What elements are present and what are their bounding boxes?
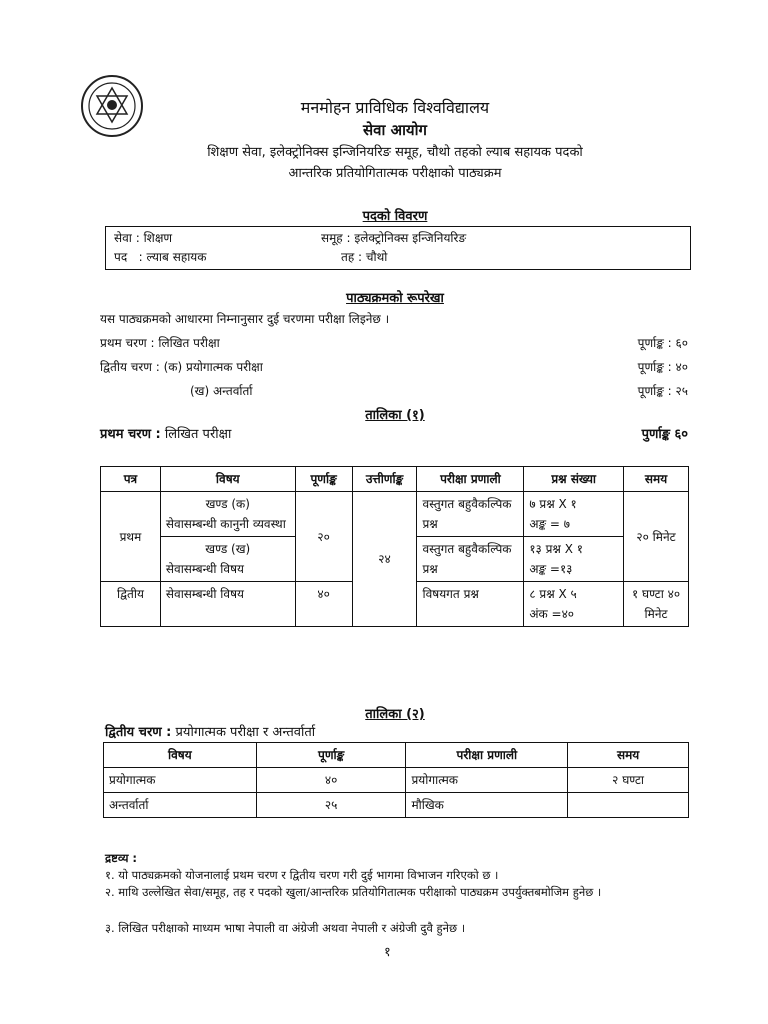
col-header: प्रश्न संख्या bbox=[524, 467, 624, 492]
outline-row-label: द्वितीय चरण : (क) प्रयोगात्मक परीक्षा bbox=[100, 360, 263, 374]
outline-row-label: (ख) अन्तर्वार्ता bbox=[190, 384, 253, 398]
section-title: खण्ड (ख) bbox=[205, 542, 251, 556]
method-cell: मौखिक bbox=[406, 793, 568, 818]
syllabus-subtitle-1: शिक्षण सेवा, इलेक्ट्रोनिक्स इन्जिनियरिङ समूह, चौथो तहको ल्याब सहायक पदको bbox=[207, 145, 583, 160]
service-label: सेवा : शिक्षण bbox=[114, 231, 173, 245]
pass-marks-cell: २४ bbox=[352, 492, 417, 627]
questions-cell bbox=[524, 537, 624, 582]
post-details-box bbox=[105, 226, 691, 270]
outline-row-marks: पूर्णाङ्क : २५ bbox=[637, 384, 688, 398]
outline-row-marks: पूर्णाङ्क : ४० bbox=[637, 360, 688, 374]
table2-stage-label: द्वितीय चरण : bbox=[105, 725, 172, 740]
level-label: तह : चौथो bbox=[341, 250, 388, 264]
col-header: विषय bbox=[160, 467, 295, 492]
questions-line: अङ्क =१३ bbox=[529, 562, 573, 576]
col-header: परीक्षा प्रणाली bbox=[406, 743, 568, 768]
table1-header-row bbox=[101, 467, 689, 492]
post-details-heading: पदको विवरण bbox=[362, 209, 428, 224]
paper-cell: प्रथम bbox=[101, 492, 161, 582]
table2-stage-value: प्रयोगात्मक परीक्षा र अन्तर्वार्ता bbox=[171, 725, 316, 740]
subject-cell bbox=[160, 537, 295, 582]
outline-row bbox=[100, 332, 688, 354]
questions-cell bbox=[524, 582, 624, 627]
time-cell: १ घण्टा ४० मिनेट bbox=[624, 582, 689, 627]
table2-heading: तालिका (२) bbox=[365, 707, 425, 722]
col-header: परीक्षा प्रणाली bbox=[417, 467, 524, 492]
subject-cell: अन्तर्वार्ता bbox=[104, 793, 257, 818]
outline-row bbox=[100, 380, 688, 402]
questions-line: ८ प्रश्न X ५ bbox=[529, 587, 577, 601]
col-header: पूर्णाङ्क bbox=[256, 743, 406, 768]
col-header: पूर्णाङ्क bbox=[295, 467, 352, 492]
table2-header-row bbox=[104, 743, 689, 768]
section-subject: सेवासम्बन्धी विषय bbox=[165, 562, 244, 576]
full-marks-cell: ४० bbox=[295, 582, 352, 627]
questions-cell bbox=[524, 492, 624, 537]
note-item: ३. लिखित परीक्षाको माध्यम भाषा नेपाली वा अंग्रेजी अथवा नेपाली र अंग्रेजी दुवै हुनेछ । bbox=[105, 921, 466, 935]
outline-intro: यस पाठ्यक्रमको आधारमा निम्नानुसार दुई चरणमा परीक्षा लिइनेछ । bbox=[100, 312, 390, 326]
syllabus-subtitle-2: आन्तरिक प्रतियोगितात्मक परीक्षाको पाठ्यक्रम bbox=[288, 166, 502, 181]
subject-cell: सेवासम्बन्धी विषय bbox=[160, 582, 295, 627]
table1-stage-marks: पुर्णाङ्क ६० bbox=[641, 427, 688, 442]
method-cell: प्रयोगात्मक bbox=[406, 768, 568, 793]
table-row bbox=[101, 492, 689, 537]
table1 bbox=[100, 466, 689, 627]
time-cell: २ घण्टा bbox=[568, 768, 689, 793]
table2 bbox=[103, 742, 689, 818]
questions-line: १३ प्रश्न X १ bbox=[529, 542, 584, 556]
section-subject: सेवासम्बन्धी कानुनी व्यवस्था bbox=[165, 517, 286, 531]
note-item: २. माथि उल्लेखित सेवा/समूह, तह र पदको खुला/आन्तरिक प्रतियोगितात्मक परीक्षाको पाठ्यक्रम उपर्युक्तबमोजिम हुनेछ । bbox=[105, 885, 602, 899]
notes-heading: द्रष्टव्य : bbox=[105, 851, 138, 865]
table1-stage-label: प्रथम चरण : bbox=[100, 427, 161, 442]
outline-row-marks: पूर्णाङ्क : ६० bbox=[637, 336, 688, 350]
time-cell bbox=[568, 793, 689, 818]
col-header: विषय bbox=[104, 743, 257, 768]
table1-stage-line bbox=[100, 424, 688, 446]
full-marks-cell: २० bbox=[295, 492, 352, 582]
university-name: मनमोहन प्राविधिक विश्वविद्यालय bbox=[300, 98, 490, 117]
page-number: १ bbox=[384, 945, 391, 960]
questions-line: अंक =४० bbox=[529, 607, 575, 621]
subject-cell: प्रयोगात्मक bbox=[104, 768, 257, 793]
outline-row bbox=[100, 356, 688, 378]
table1-stage-value: लिखित परीक्षा bbox=[160, 427, 232, 442]
note-item: १. यो पाठ्यक्रमको योजनालाई प्रथम चरण र द्वितीय चरण गरी दुई भागमा विभाजन गरिएको छ । bbox=[105, 868, 499, 882]
table2-stage-line bbox=[105, 722, 315, 740]
questions-line: अङ्क = ७ bbox=[529, 517, 571, 531]
col-header: उत्तीर्णाङ्क bbox=[352, 467, 417, 492]
full-marks-cell: २५ bbox=[256, 793, 406, 818]
post-label: पद : ल्याब सहायक bbox=[114, 250, 207, 264]
method-cell: वस्तुगत बहुवैकल्पिक प्रश्न bbox=[417, 537, 524, 582]
time-cell: २० मिनेट bbox=[624, 492, 689, 582]
paper-cell: द्वितीय bbox=[101, 582, 161, 627]
full-marks-cell: ४० bbox=[256, 768, 406, 793]
outline-heading: पाठ्यक्रमको रूपरेखा bbox=[346, 291, 444, 306]
section-title: खण्ड (क) bbox=[205, 497, 250, 511]
group-label: समूह : इलेक्ट्रोनिक्स इन्जिनियरिङ bbox=[321, 231, 467, 245]
table1-heading: तालिका (१) bbox=[365, 408, 425, 423]
method-cell: वस्तुगत बहुवैकल्पिक प्रश्न bbox=[417, 492, 524, 537]
col-header: समय bbox=[568, 743, 689, 768]
commission-name: सेवा आयोग bbox=[363, 121, 427, 139]
subject-cell bbox=[160, 492, 295, 537]
outline-row-label: प्रथम चरण : लिखित परीक्षा bbox=[100, 336, 220, 350]
col-header: पत्र bbox=[101, 467, 161, 492]
method-cell: विषयगत प्रश्न bbox=[417, 582, 524, 627]
col-header: समय bbox=[624, 467, 689, 492]
table-row bbox=[104, 768, 689, 793]
table-row bbox=[104, 793, 689, 818]
questions-line: ७ प्रश्न X १ bbox=[529, 497, 577, 511]
